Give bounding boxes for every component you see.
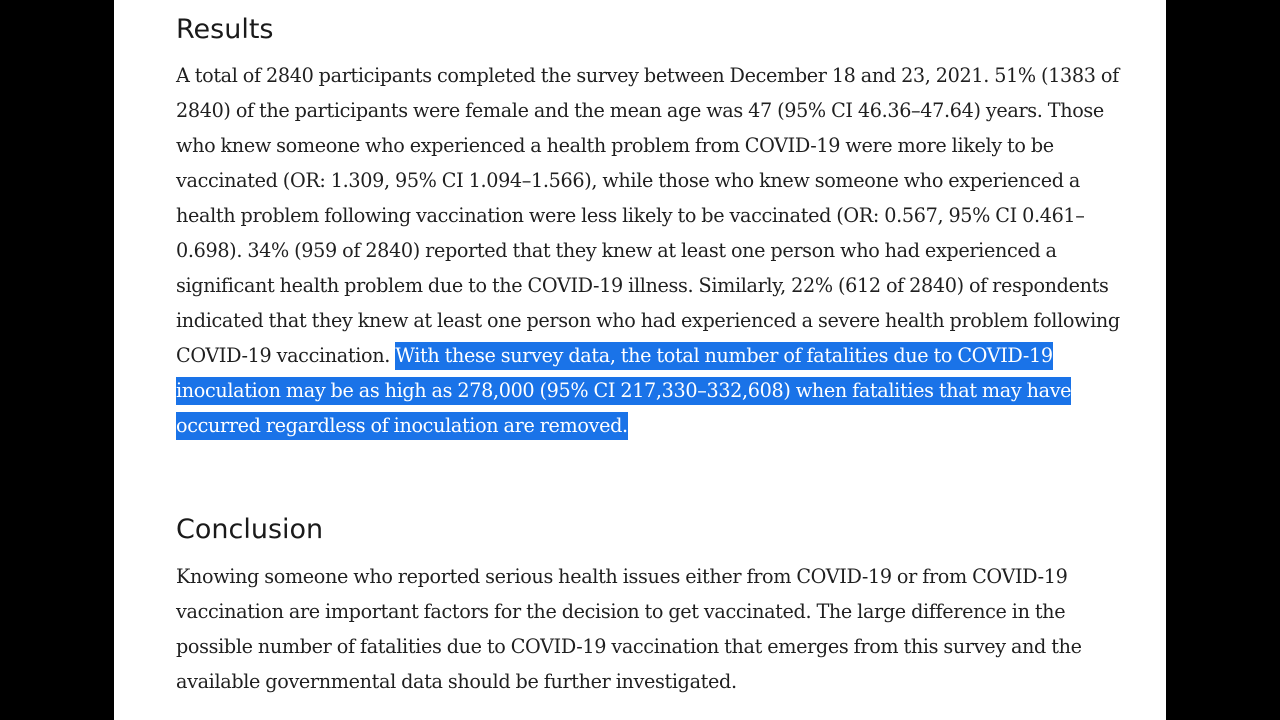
conclusion-heading: Conclusion bbox=[176, 514, 324, 545]
conclusion-paragraph[interactable]: Knowing someone who reported serious health issues either from COVID-19 or from COVID-19 vaccination are important factors for the decision to get vaccinated. The large difference in the possible number of fatalities due to COVID-19 vaccination that emerges from this survey and the available governmental data should be further investigated. bbox=[176, 565, 1082, 693]
results-text[interactable]: A total of 2840 participants completed the survey between December 18 and 23, 2021. 51% (1383 of 2840) of the participants were female and the mean age was 47 (95% CI 46.36–47.64) years. Those who knew someone who experienced a health problem from COVID-19 were more likely to be vaccinated (OR: 1.309, 95% CI 1.094–1.566), while those who knew someone who experienced a health problem following vaccination were less likely to be vaccinated (OR: 0.567, 95% CI 0.461–0.698). 34% (959 of 2840) reported that they knew at least one person who had experienced a significant health problem due to the COVID-19 illness. Similarly, 22% (612 of 2840) of respondents indicated that they knew at least one person who had experienced a severe health problem following COVID-19 vaccination. bbox=[176, 64, 1120, 367]
document-page bbox=[114, 0, 1166, 720]
selected-text-highlight[interactable]: With these survey data, the total number of fatalities due to COVID-19 inoculation may be as high as 278,000 (95% CI 217,330–332,608) when fatalities that may have occurred regardless of inoculation are removed. bbox=[176, 342, 1071, 440]
results-heading: Results bbox=[176, 14, 274, 45]
results-paragraph[interactable] bbox=[176, 58, 1144, 443]
